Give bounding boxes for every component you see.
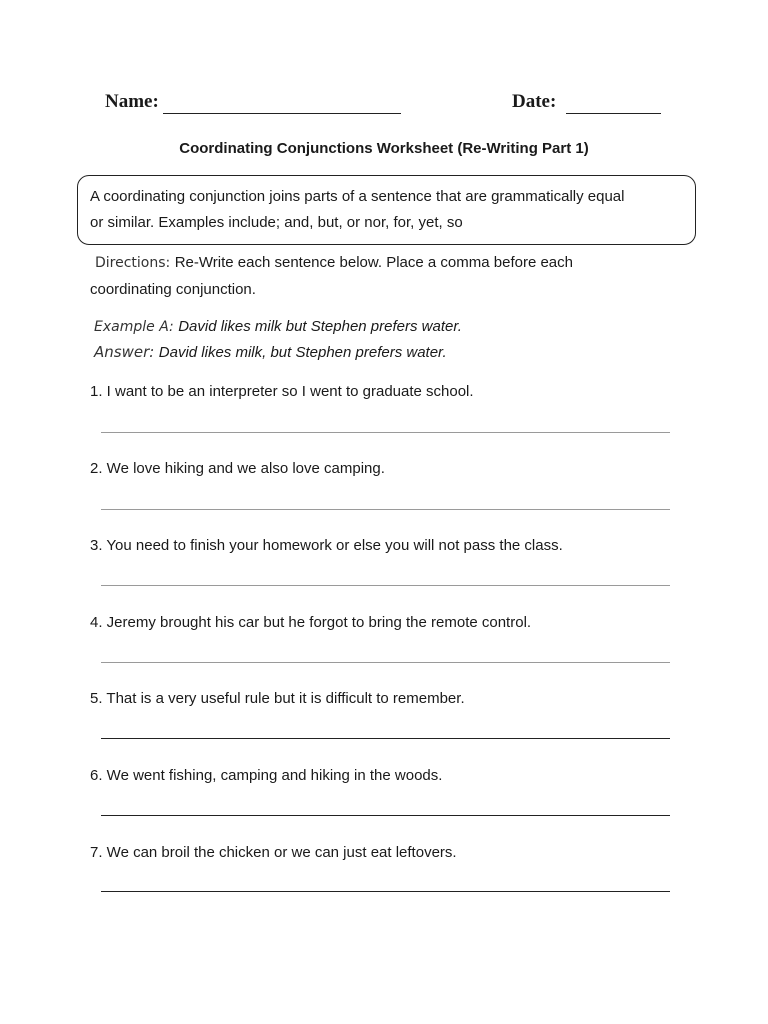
example-row <box>94 318 462 336</box>
date-label: Date: <box>512 91 557 112</box>
answer-line-7[interactable] <box>101 891 670 892</box>
answer-line-3[interactable] <box>101 585 670 586</box>
answer-sentence: David likes milk, but Stephen prefers water. <box>158 344 447 361</box>
question-5: 5. That is a very useful rule but it is difficult to remember. <box>90 690 465 707</box>
question-6: 6. We went fishing, camping and hiking in the woods. <box>90 767 443 784</box>
answer-line-6[interactable] <box>101 815 670 816</box>
name-label: Name: <box>105 91 159 112</box>
directions-text-2: coordinating conjunction. <box>90 281 256 298</box>
answer-line-5[interactable] <box>101 738 670 739</box>
question-7: 7. We can broil the chicken or we can just eat leftovers. <box>90 844 457 861</box>
definition-line-2: or similar. Examples include; and, but, or nor, for, yet, so <box>90 214 463 231</box>
answer-label: Answer: <box>94 343 155 361</box>
question-2: 2. We love hiking and we also love camping. <box>90 460 385 477</box>
question-3: 3. You need to finish your homework or else you will not pass the class. <box>90 537 563 554</box>
question-1: 1. I want to be an interpreter so I went to graduate school. <box>90 383 474 400</box>
directions <box>95 254 573 272</box>
question-4: 4. Jeremy brought his car but he forgot to bring the remote control. <box>90 614 532 631</box>
directions-label: Directions: <box>95 255 171 271</box>
worksheet-title: Coordinating Conjunctions Worksheet (Re-Writing Part 1) <box>179 140 589 157</box>
date-field-line[interactable] <box>566 113 661 114</box>
answer-row <box>94 343 447 362</box>
directions-text-1: Re-Write each sentence below. Place a comma before each <box>174 254 573 271</box>
answer-line-2[interactable] <box>101 509 670 510</box>
name-field-line[interactable] <box>163 113 401 114</box>
answer-line-1[interactable] <box>101 432 670 433</box>
example-label: Example A: <box>94 319 174 335</box>
definition-line-1: A coordinating conjunction joins parts of a sentence that are grammatically equal <box>90 188 625 205</box>
example-sentence: David likes milk but Stephen prefers water. <box>178 318 462 335</box>
answer-line-4[interactable] <box>101 662 670 663</box>
definition-box <box>77 175 696 245</box>
